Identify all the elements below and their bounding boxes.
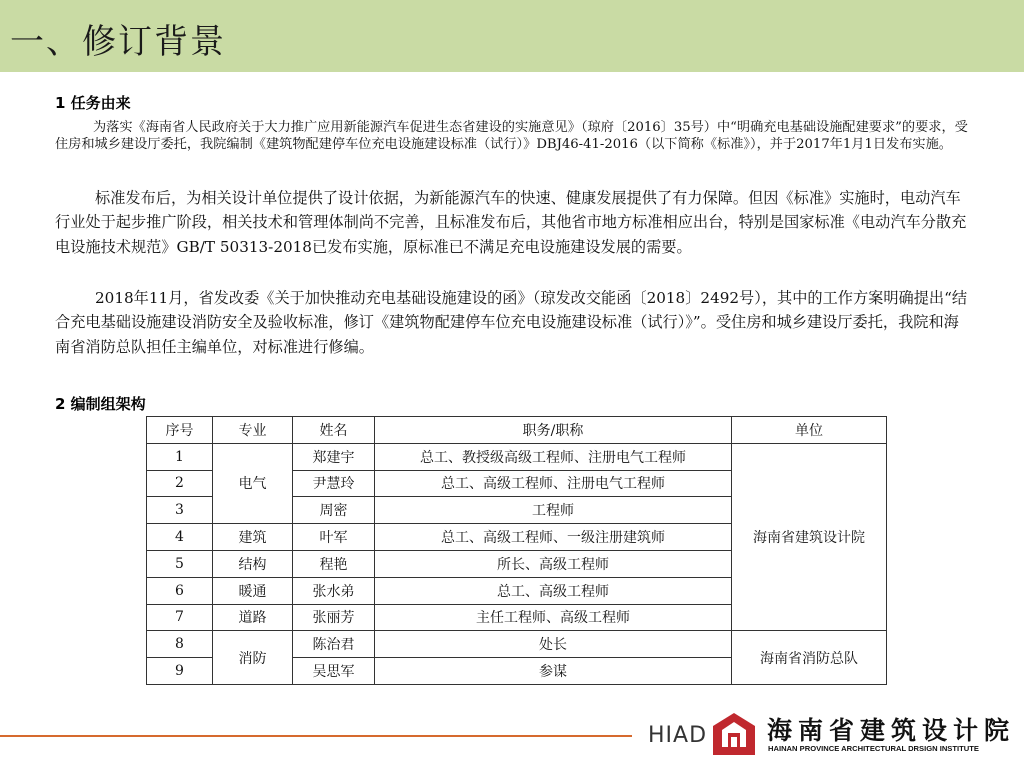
col-header-name: 姓名 xyxy=(293,417,375,444)
paragraph-background-2: 标准发布后，为相关设计单位提供了设计依据，为新能源汽车的快速、健康发展提供了有力保障。但因《标准》实施时，电动汽车行业处于起步推广阶段，相关技术和管理体制尚不完善，且标准发布后，其他省市地方标准相应出台，特别是国家标准《电动汽车分散充电设施技术规范》GB/T 50313-2018已发布实施，原标准已不满足充电设施建设发展的需要。 xyxy=(55,189,967,256)
cell-title: 总工、高级工程师 xyxy=(375,577,732,604)
table-row xyxy=(147,443,887,470)
cell-no: 1 xyxy=(147,443,213,470)
cell-no: 3 xyxy=(147,497,213,524)
cell-name: 郑建宇 xyxy=(293,443,375,470)
col-header-title: 职务/职称 xyxy=(375,417,732,444)
cell-title: 所长、高级工程师 xyxy=(375,550,732,577)
section-heading-team-structure: 2 编制组架构 xyxy=(55,395,146,413)
cell-name: 周密 xyxy=(293,497,375,524)
cell-no: 9 xyxy=(147,658,213,685)
cell-name: 吴思军 xyxy=(293,658,375,685)
cell-major: 结构 xyxy=(213,550,293,577)
cell-major: 建筑 xyxy=(213,524,293,551)
cell-no: 5 xyxy=(147,550,213,577)
cell-no: 6 xyxy=(147,577,213,604)
cell-title: 参谋 xyxy=(375,658,732,685)
cell-title: 处长 xyxy=(375,631,732,658)
cell-name: 陈治君 xyxy=(293,631,375,658)
paragraph-background-1: 为落实《海南省人民政府关于大力推广应用新能源汽车促进生态省建设的实施意见》（琼府〔2016〕35号）中“明确充电基础设施配建要求”的要求，受住房和城乡建设厅委托，我院编制《建筑物配建停车位充电设施建设标准（试行）》DBJ46-41-2016（以下简称《标准》），并于2017年1月1日发布实施。 xyxy=(55,120,968,152)
institute-name-en: HAINAN PROVINCE ARCHITECTURAL DRSIGN INSTITUTE xyxy=(768,744,979,753)
cell-major: 道路 xyxy=(213,604,293,631)
col-header-major: 专业 xyxy=(213,417,293,444)
cell-name: 张水弟 xyxy=(293,577,375,604)
institute-logo-icon xyxy=(712,712,756,756)
col-header-no: 序号 xyxy=(147,417,213,444)
title-bar xyxy=(0,0,1024,72)
cell-no: 7 xyxy=(147,604,213,631)
cell-title: 主任工程师、高级工程师 xyxy=(375,604,732,631)
cell-major: 消防 xyxy=(213,631,293,685)
team-table xyxy=(146,416,887,685)
cell-no: 2 xyxy=(147,470,213,497)
col-header-unit: 单位 xyxy=(732,417,887,444)
cell-unit: 海南省消防总队 xyxy=(732,631,887,685)
cell-name: 张丽芳 xyxy=(293,604,375,631)
cell-title: 总工、高级工程师、一级注册建筑师 xyxy=(375,524,732,551)
footer-divider xyxy=(0,735,632,737)
cell-major: 电气 xyxy=(213,443,293,523)
cell-name: 叶军 xyxy=(293,524,375,551)
cell-title: 工程师 xyxy=(375,497,732,524)
cell-name: 程艳 xyxy=(293,550,375,577)
cell-no: 8 xyxy=(147,631,213,658)
cell-name: 尹慧玲 xyxy=(293,470,375,497)
cell-unit: 海南省建筑设计院 xyxy=(732,443,887,631)
section-heading-task-origin: 1 任务由来 xyxy=(55,94,131,112)
table-header-row xyxy=(147,417,887,444)
cell-no: 4 xyxy=(147,524,213,551)
slide-title: 一、修订背景 xyxy=(10,22,226,62)
table-row xyxy=(147,631,887,658)
footer-abbreviation: HIAD xyxy=(648,723,708,748)
cell-major: 暖通 xyxy=(213,577,293,604)
institute-name-cn: 海南省建筑设计院 xyxy=(767,716,1016,745)
cell-title: 总工、高级工程师、注册电气工程师 xyxy=(375,470,732,497)
cell-title: 总工、教授级高级工程师、注册电气工程师 xyxy=(375,443,732,470)
paragraph-background-3: 2018年11月，省发改委《关于加快推动充电基础设施建设的函》（琼发改交能函〔2018〕2492号），其中的工作方案明确提出“结合充电基础设施建设消防安全及验收标准，修订《建筑物配建停车位充电设施建设标准（试行）》”。受住房和城乡建设厅委托，我院和海南省消防总队担任主编单位，对标准进行修编。 xyxy=(55,289,968,356)
